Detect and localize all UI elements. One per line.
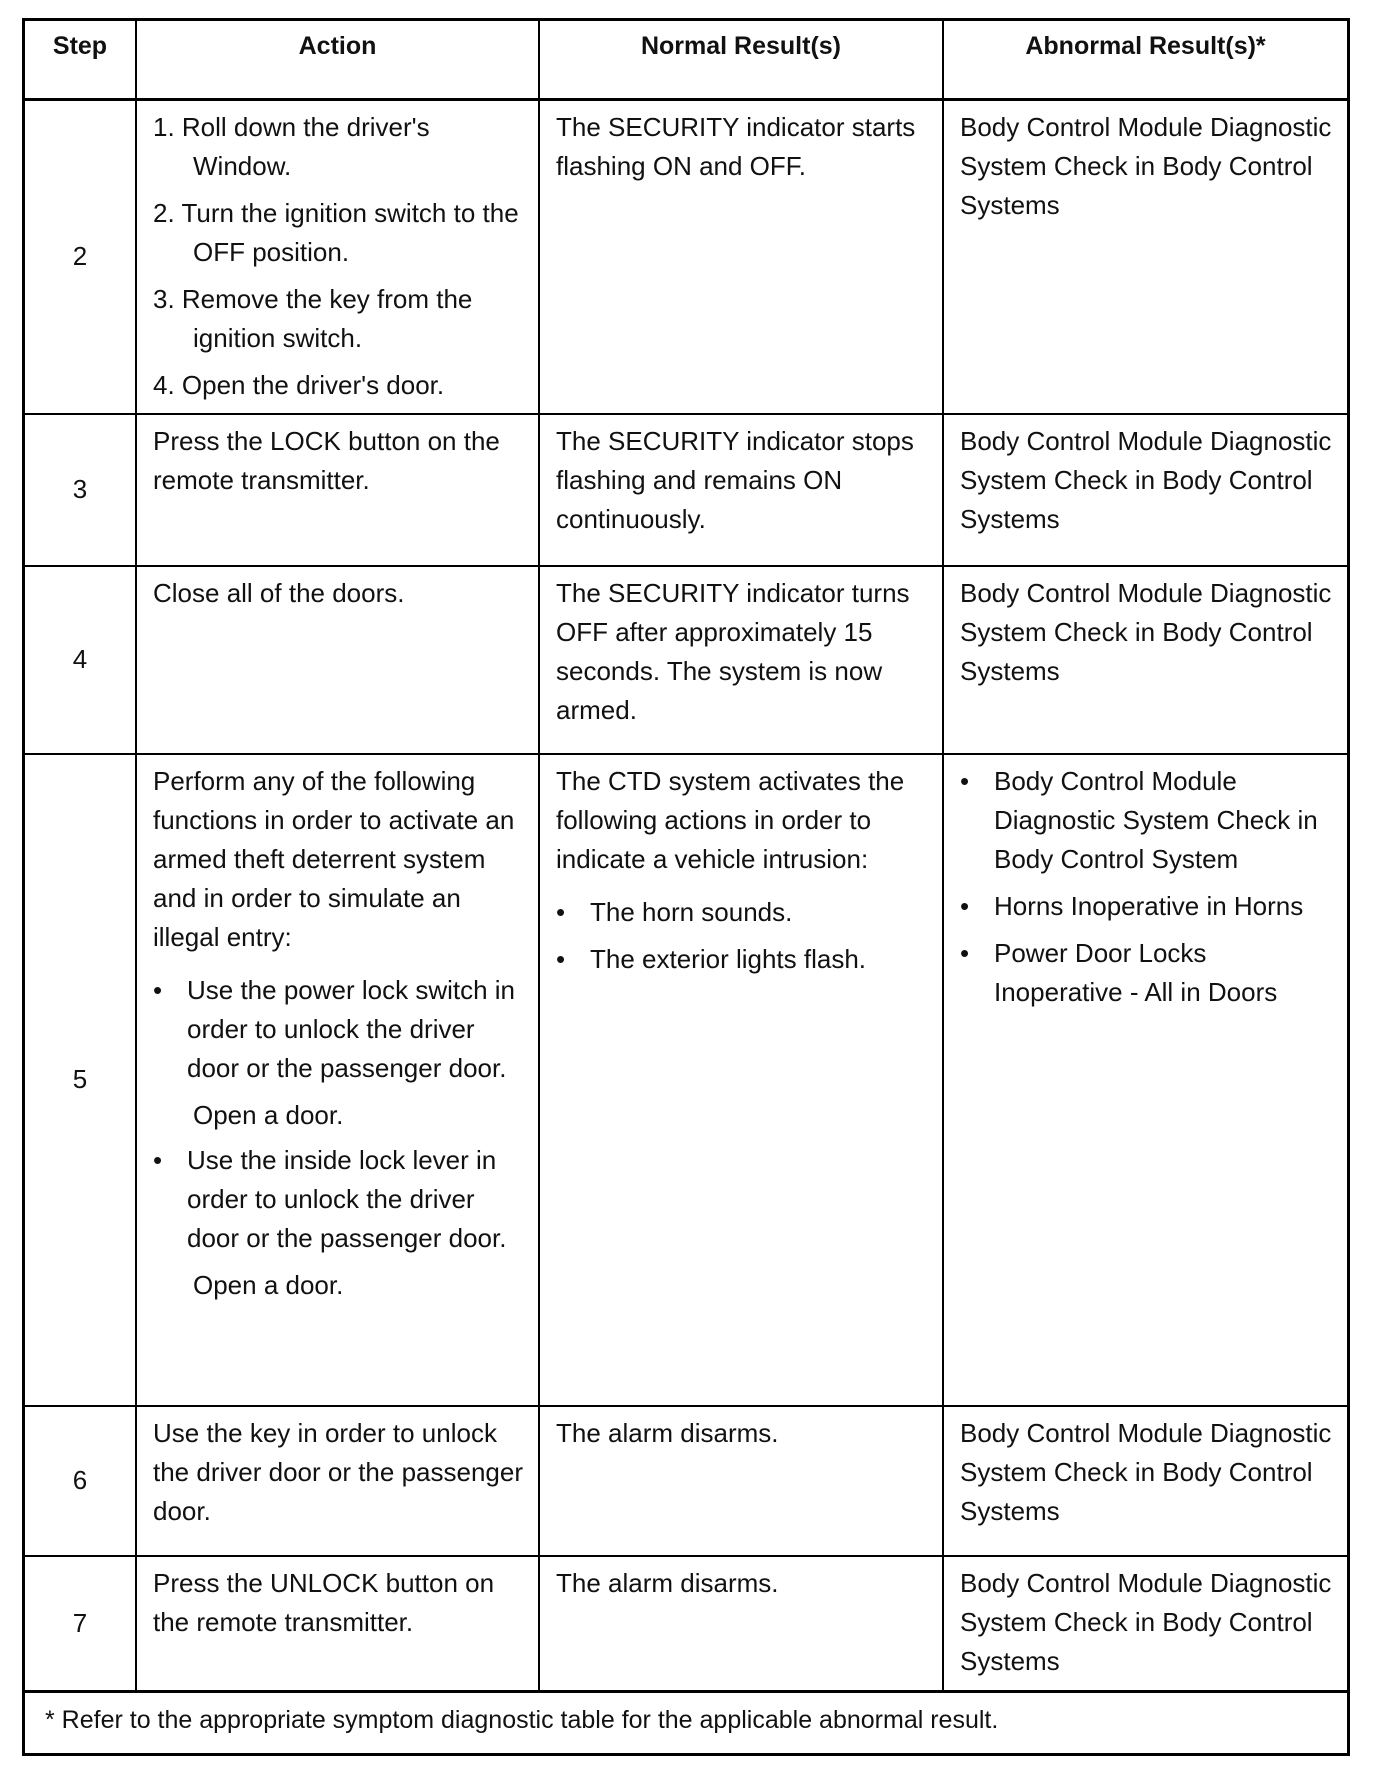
diagnostic-table [25, 21, 1347, 1760]
normal-result-cell: The alarm disarms. [539, 1556, 943, 1692]
header-action: Action [136, 21, 539, 99]
table-row [25, 566, 1347, 754]
abnormal-result-cell [943, 754, 1347, 1406]
action-step-item: 1. Roll down the driver's Window. [153, 111, 430, 181]
action-bullet-sub: Open a door. [193, 1099, 344, 1130]
normal-result-cell: The SECURITY indicator turns OFF after approximately 15 seconds. The system is now armed. [539, 566, 943, 754]
action-step-item: 4. Open the driver's door. [153, 369, 445, 400]
header-row [25, 21, 1347, 99]
action-step-item: 3. Remove the key from the ignition switch. [153, 283, 473, 353]
normal-result-cell: The alarm disarms. [539, 1406, 943, 1556]
normal-bullet: • The horn sounds. [556, 893, 928, 932]
abnormal-result-cell: Body Control Module Diagnostic System Check in Body Control Systems [943, 566, 1347, 754]
normal-bullet: • The exterior lights flash. [556, 940, 928, 979]
action-cell: Press the LOCK button on the remote transmitter. [136, 414, 539, 566]
abnormal-result-cell: Body Control Module Diagnostic System Check in Body Control Systems [943, 414, 1347, 566]
abnormal-bullet: • Horns Inoperative in Horns [960, 887, 1333, 926]
action-intro: Perform any of the following functions in order to activate an armed theft deterrent system and in order to simulate an illegal entry: [153, 765, 515, 952]
header-normal-results: Normal Result(s) [539, 21, 943, 99]
footnote: * Refer to the appropriate symptom diagnostic table for the applicable abnormal result. [25, 1692, 1347, 1760]
action-cell [136, 99, 539, 414]
abnormal-bullet: • Power Door Locks Inoperative - All in Doors [960, 934, 1333, 1012]
normal-intro: The CTD system activates the following actions in order to indicate a vehicle intrusion: [556, 765, 905, 874]
action-cell: Close all of the doors. [136, 566, 539, 754]
action-step-item: 2. Turn the ignition switch to the OFF position. [153, 197, 519, 267]
footnote-row [25, 1692, 1347, 1760]
abnormal-result-cell: Body Control Module Diagnostic System Check in Body Control Systems [943, 1406, 1347, 1556]
step-number: 7 [25, 1556, 136, 1692]
step-number: 2 [25, 99, 136, 414]
normal-result-cell: The SECURITY indicator stops flashing and remains ON continuously. [539, 414, 943, 566]
abnormal-bullet: • Body Control Module Diagnostic System Check in Body Control System [960, 762, 1333, 879]
table-row [25, 1556, 1347, 1692]
step-number: 4 [25, 566, 136, 754]
table-row [25, 754, 1347, 1406]
table-row [25, 414, 1347, 566]
table-row [25, 99, 1347, 414]
abnormal-result-cell: Body Control Module Diagnostic System Check in Body Control Systems [943, 1556, 1347, 1692]
step-number: 5 [25, 754, 136, 1406]
action-cell [136, 754, 539, 1406]
action-cell: Use the key in order to unlock the driver door or the passenger door. [136, 1406, 539, 1556]
action-bullet: • Use the power lock switch in order to unlock the driver door or the passenger door. [153, 971, 524, 1088]
header-abnormal-results: Abnormal Result(s)* [943, 21, 1347, 99]
normal-result-cell [539, 754, 943, 1406]
normal-result-cell: The SECURITY indicator starts flashing ON and OFF. [539, 99, 943, 414]
header-step: Step [25, 21, 136, 99]
table-row [25, 1406, 1347, 1556]
abnormal-result-cell: Body Control Module Diagnostic System Check in Body Control Systems [943, 99, 1347, 414]
action-bullet-sub: Open a door. [193, 1269, 344, 1300]
step-number: 6 [25, 1406, 136, 1556]
step-number: 3 [25, 414, 136, 566]
action-cell: Press the UNLOCK button on the remote transmitter. [136, 1556, 539, 1692]
diagnostic-table-frame [22, 18, 1350, 1756]
action-bullet: • Use the inside lock lever in order to unlock the driver door or the passenger door. [153, 1141, 524, 1258]
